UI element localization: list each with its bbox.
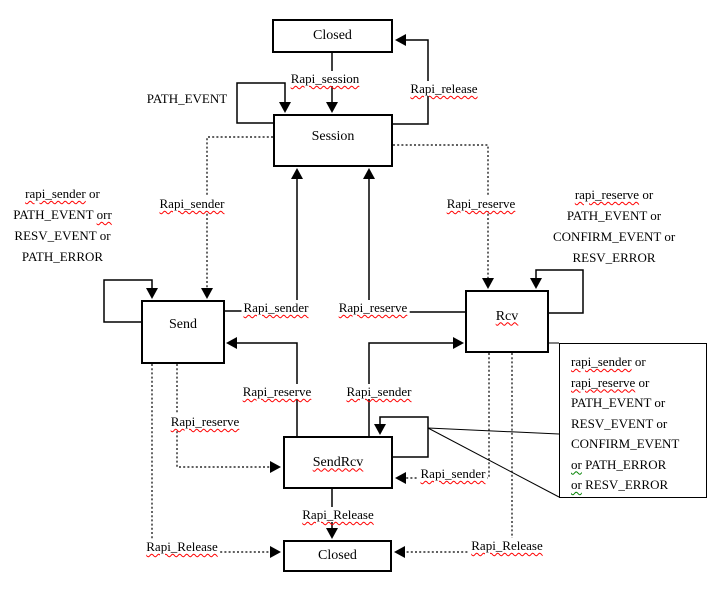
label-session-to-send: Rapi_sender [159, 196, 225, 211]
note-send-events-line2: PATH_EVENT orr [13, 207, 112, 222]
label-rcv-to-session: Rapi_reserve [338, 300, 408, 315]
note-rcv-events-line2: PATH_EVENT or [566, 208, 662, 223]
arrowhead-rcv-loop [530, 278, 542, 289]
callout-line3: PATH_EVENT or [571, 395, 666, 410]
edge-session-to-rcv-dotted [393, 145, 488, 279]
state-sendrcv [283, 436, 393, 489]
note-send-events-line1: rapi_sender or [25, 186, 100, 201]
arrowhead-into-send-right [226, 337, 237, 349]
callout-line4: RESV_EVENT or [571, 415, 668, 431]
callout-line1: rapi_sender or [571, 354, 646, 369]
label-rapi-release: Rapi_release [410, 81, 478, 96]
edge-rcv-to-closedbottom-dotted [405, 353, 512, 552]
state-send [141, 300, 225, 364]
note-rcv-events-line3: CONFIRM_EVENT or [553, 229, 676, 244]
callout-line7: or RESV_ERROR [571, 477, 669, 492]
label-rcv-to-closed: Rapi_Release [471, 538, 543, 553]
label-send-to-session: Rapi_sender [243, 300, 309, 315]
state-session [273, 114, 393, 167]
callout-line5: CONFIRM_EVENT [571, 436, 680, 451]
state-sendrcv-label: SendRcv [312, 454, 364, 470]
label-send-to-sendrcv: Rapi_reserve [170, 414, 240, 429]
arrowhead-into-rcv-left [453, 337, 464, 349]
state-rcv-label: Rcv [495, 308, 519, 324]
state-closed-top-label: Closed [313, 28, 352, 43]
state-send-label: Send [169, 317, 197, 332]
label-path-event-loop: PATH_EVENT [146, 91, 228, 106]
arrowhead-into-send-top-dotted [201, 288, 213, 299]
note-rcv-events [553, 184, 675, 268]
arrowhead-into-session-bottom-left [291, 168, 303, 179]
callout-line6: or PATH_ERROR [571, 456, 667, 472]
note-rcv-events-line1: rapi_reserve or [574, 187, 654, 202]
edge-rcv-to-sendrcv-dotted [405, 353, 489, 478]
arrowhead-session-loop [279, 102, 291, 113]
note-rcv-events-line4: RESV_ERROR [572, 250, 656, 265]
callout-line2: rapi_reserve or [571, 374, 650, 390]
arrowhead-send-loop [146, 288, 158, 299]
callout-sendrcv-events [559, 343, 707, 498]
arrowhead-into-sendrcv-left [270, 461, 281, 473]
arrowhead-into-closedbottom-left [270, 546, 281, 558]
label-session-to-rcv: Rapi_reserve [446, 196, 516, 211]
arrowhead-sendrcv-loop [374, 424, 386, 435]
state-closed-bottom [283, 540, 392, 572]
label-sendrcv-to-closed: Rapi_Release [302, 507, 374, 522]
arrowhead-into-session-top-center [326, 102, 338, 113]
edge-send-to-session [225, 178, 297, 311]
arrowhead-into-closedbottom-right [394, 546, 405, 558]
label-sendrcv-to-rcv: Rapi_sender [346, 384, 412, 399]
label-send-to-closed: Rapi_Release [146, 539, 218, 554]
arrowhead-into-closedbottom-top [326, 528, 338, 539]
arrowhead-into-closedtop-right [395, 34, 406, 46]
state-session-label: Session [311, 128, 355, 144]
arrowhead-into-session-bottom-right [363, 168, 375, 179]
arrowhead-into-sendrcv-right [395, 472, 406, 484]
label-sendrcv-to-send: Rapi_reserve [242, 384, 312, 399]
label-rcv-to-sendrcv: Rapi_sender [420, 466, 486, 481]
callout-leader-top [428, 428, 559, 434]
state-closed-bottom-label: Closed [318, 548, 357, 563]
callout-leader-bottom [428, 428, 559, 497]
state-rcv [465, 290, 549, 353]
label-rapi-session: Rapi_session [290, 71, 360, 86]
note-send-events-line3: RESV_EVENT or [14, 228, 111, 243]
note-send-events [5, 183, 120, 267]
edge-session-to-send-dotted [207, 137, 273, 289]
state-closed-top [272, 19, 393, 53]
note-send-events-line4: PATH_ERROR [21, 249, 104, 264]
arrowhead-into-rcv-top-dotted [482, 278, 494, 289]
